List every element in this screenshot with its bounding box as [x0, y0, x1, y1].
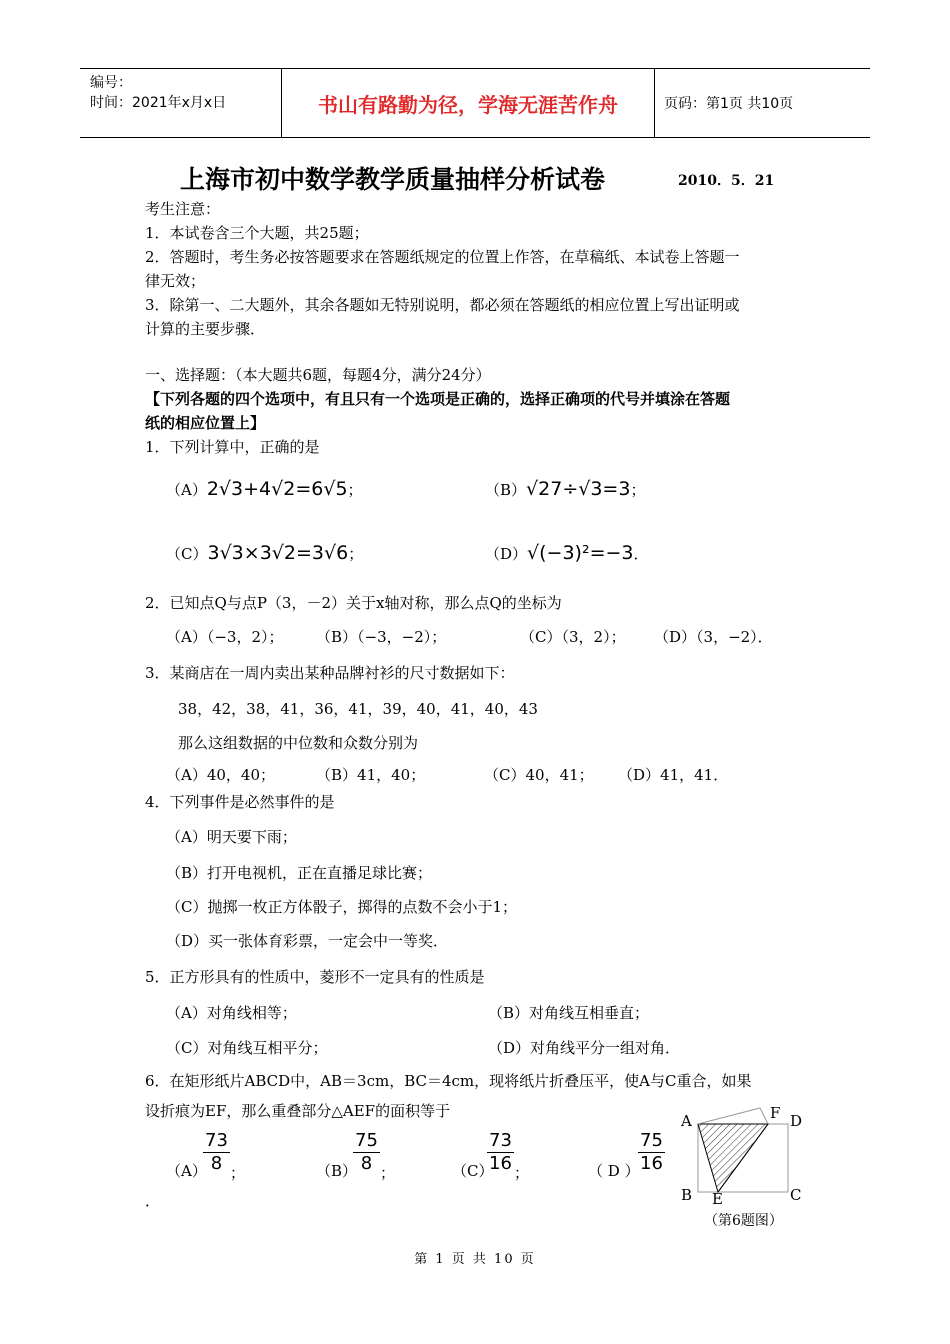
fig-label-c: C [790, 1186, 802, 1204]
q1-option-a [166, 478, 363, 501]
q3-option-a: （A）40，40； [166, 766, 276, 784]
q1-option-b [485, 478, 645, 501]
q2-option-b: （B）（−3，−2）； [316, 628, 447, 646]
serial-label: 编号： [90, 75, 132, 91]
q6-a-end: ； [230, 1164, 246, 1182]
q1-a-label: （A） [166, 481, 207, 499]
q3-ask: 那么这组数据的中位数和众数分别为 [178, 734, 419, 752]
notice-heading: 考生注意： [145, 200, 221, 218]
q3-option-d: （D）41，41． [618, 766, 729, 784]
q3-option-b: （B）41，40； [316, 766, 426, 784]
notice-line-3b: 计算的主要步骤． [145, 320, 266, 338]
q4-option-a: （A）明天要下雨； [166, 828, 297, 846]
q6-c-end: ； [514, 1164, 530, 1182]
page-footer: 第 1 页 共 10 页 [414, 1252, 536, 1267]
exam-date: 2010．5．21 [678, 173, 775, 189]
q6-d-label: （ D ） [588, 1162, 640, 1180]
q6-d-fraction [638, 1130, 665, 1175]
section1-heading: 一、选择题：（本大题共6题，每题4分，满分24分） [145, 366, 491, 384]
q3-option-c: （C）40，41； [484, 766, 594, 784]
q6-c-fraction [487, 1130, 514, 1175]
q5-stem: 5．正方形具有的性质中，菱形不一定具有的性质是 [145, 968, 485, 986]
q4-stem: 4．下列事件是必然事件的是 [145, 793, 335, 811]
q5-option-d: （D）对角线平分一组对角． [488, 1039, 681, 1057]
q6-b-fraction [353, 1130, 380, 1175]
header-info [80, 69, 282, 137]
q6-d-numerator: 75 [640, 1130, 663, 1151]
fig-label-a: A [681, 1112, 692, 1130]
q3-data: 38，42，38，41，36，41，39，40，41，40，43 [178, 700, 538, 718]
page-header [80, 68, 870, 138]
q1-option-c [166, 542, 363, 565]
notice-line-2b: 律无效； [145, 272, 206, 290]
q1-c-math: 3√3×3√2=3√6 [207, 542, 349, 564]
q1-c-label: （C） [166, 545, 208, 563]
q5-option-a: （A）对角线相等； [166, 1004, 297, 1022]
q6-b-end: ； [380, 1164, 396, 1182]
q3-stem: 3．某商店在一周内卖出某种品牌衬衫的尺寸数据如下： [145, 664, 515, 682]
folded-flap [698, 1108, 768, 1124]
q2-option-c: （C）（3，2）； [520, 628, 626, 646]
q6-a-fraction [203, 1130, 230, 1175]
q1-d-label: （D） [485, 545, 528, 563]
page-title: 上海市初中数学教学质量抽样分析试卷 [180, 165, 606, 194]
q6-a-label: （A） [166, 1162, 207, 1180]
q1-a-math: 2√3+4√2=6√5 [206, 478, 348, 500]
q6-c-denominator: 16 [489, 1153, 512, 1174]
q1-a-end: ； [347, 481, 363, 499]
time-label: 时间：2021年x月x日 [90, 95, 227, 111]
header-page: 页码：第1页 共10页 [664, 96, 794, 112]
q6-c-label: （C） [452, 1162, 494, 1180]
q1-option-d [485, 542, 649, 565]
q4-option-d: （D）买一张体育彩票，一定会中一等奖． [166, 932, 449, 950]
q6-stem-b: 设折痕为EF，那么重叠部分△AEF的面积等于 [145, 1102, 451, 1120]
header-motto: 书山有路勤为径，学海无涯苦作舟 [282, 69, 655, 137]
fig-caption: （第6题图） [704, 1213, 783, 1229]
q6-a-numerator: 73 [205, 1130, 228, 1151]
q1-b-end: ； [630, 481, 646, 499]
fig-label-d: D [790, 1112, 803, 1130]
q6-c-numerator: 73 [489, 1130, 512, 1151]
q6-b-numerator: 75 [355, 1130, 378, 1151]
q6-d-denominator: 16 [640, 1153, 663, 1174]
q2-option-a: （A）（−3，2）； [166, 628, 284, 646]
q6-stem-a: 6．在矩形纸片ABCD中，AB＝3cm，BC＝4cm，现将纸片折叠压平，使A与C重合，如果 [145, 1072, 752, 1090]
q5-option-c: （C）对角线互相平分； [166, 1039, 328, 1057]
q1-stem: 1．下列计算中，正确的是 [145, 438, 320, 456]
notice-line-1: 1．本试卷含三个大题，共25题； [145, 224, 369, 242]
q5-option-b: （B）对角线互相垂直； [488, 1004, 650, 1022]
section1-instruction-b: 纸的相应位置上】 [145, 414, 266, 432]
q6-b-denominator: 8 [360, 1153, 373, 1174]
section1-instruction-a: 【下列各题的四个选项中，有且只有一个选项是正确的，选择正确项的代号并填涂在答题 [145, 390, 731, 408]
fig-label-f: F [770, 1104, 781, 1122]
fig-label-b: B [681, 1186, 693, 1204]
q6-trailing-dot: ． [145, 1192, 161, 1210]
notice-line-3a: 3．除第一、二大题外，其余各题如无特别说明，都必须在答题纸的相应位置上写出证明或 [145, 296, 740, 314]
notice-line-2a: 2．答题时，考生务必按答题要求在答题纸规定的位置上作答，在草稿纸、本试卷上答题一 [145, 248, 740, 266]
q1-b-math: √27÷√3=3 [526, 478, 631, 500]
q6-b-label: （B） [316, 1162, 358, 1180]
q2-stem: 2．已知点Q与点P（3，－2）关于x轴对称，那么点Q的坐标为 [145, 594, 562, 612]
q6-a-denominator: 8 [210, 1153, 223, 1174]
q1-b-label: （B） [485, 481, 527, 499]
q1-d-math: √(−3)²=−3 [527, 542, 634, 564]
q4-option-b: （B）打开电视机，正在直播足球比赛； [166, 864, 433, 882]
q1-c-end: ； [348, 545, 364, 563]
q4-option-c: （C）抛掷一枚正方体骰子，掷得的点数不会小于1； [166, 898, 518, 916]
q2-option-d: （D）（3，−2）． [654, 628, 773, 646]
q1-d-end: ． [633, 545, 649, 563]
fig-label-e: E [712, 1190, 723, 1208]
triangle-aef [698, 1124, 768, 1192]
